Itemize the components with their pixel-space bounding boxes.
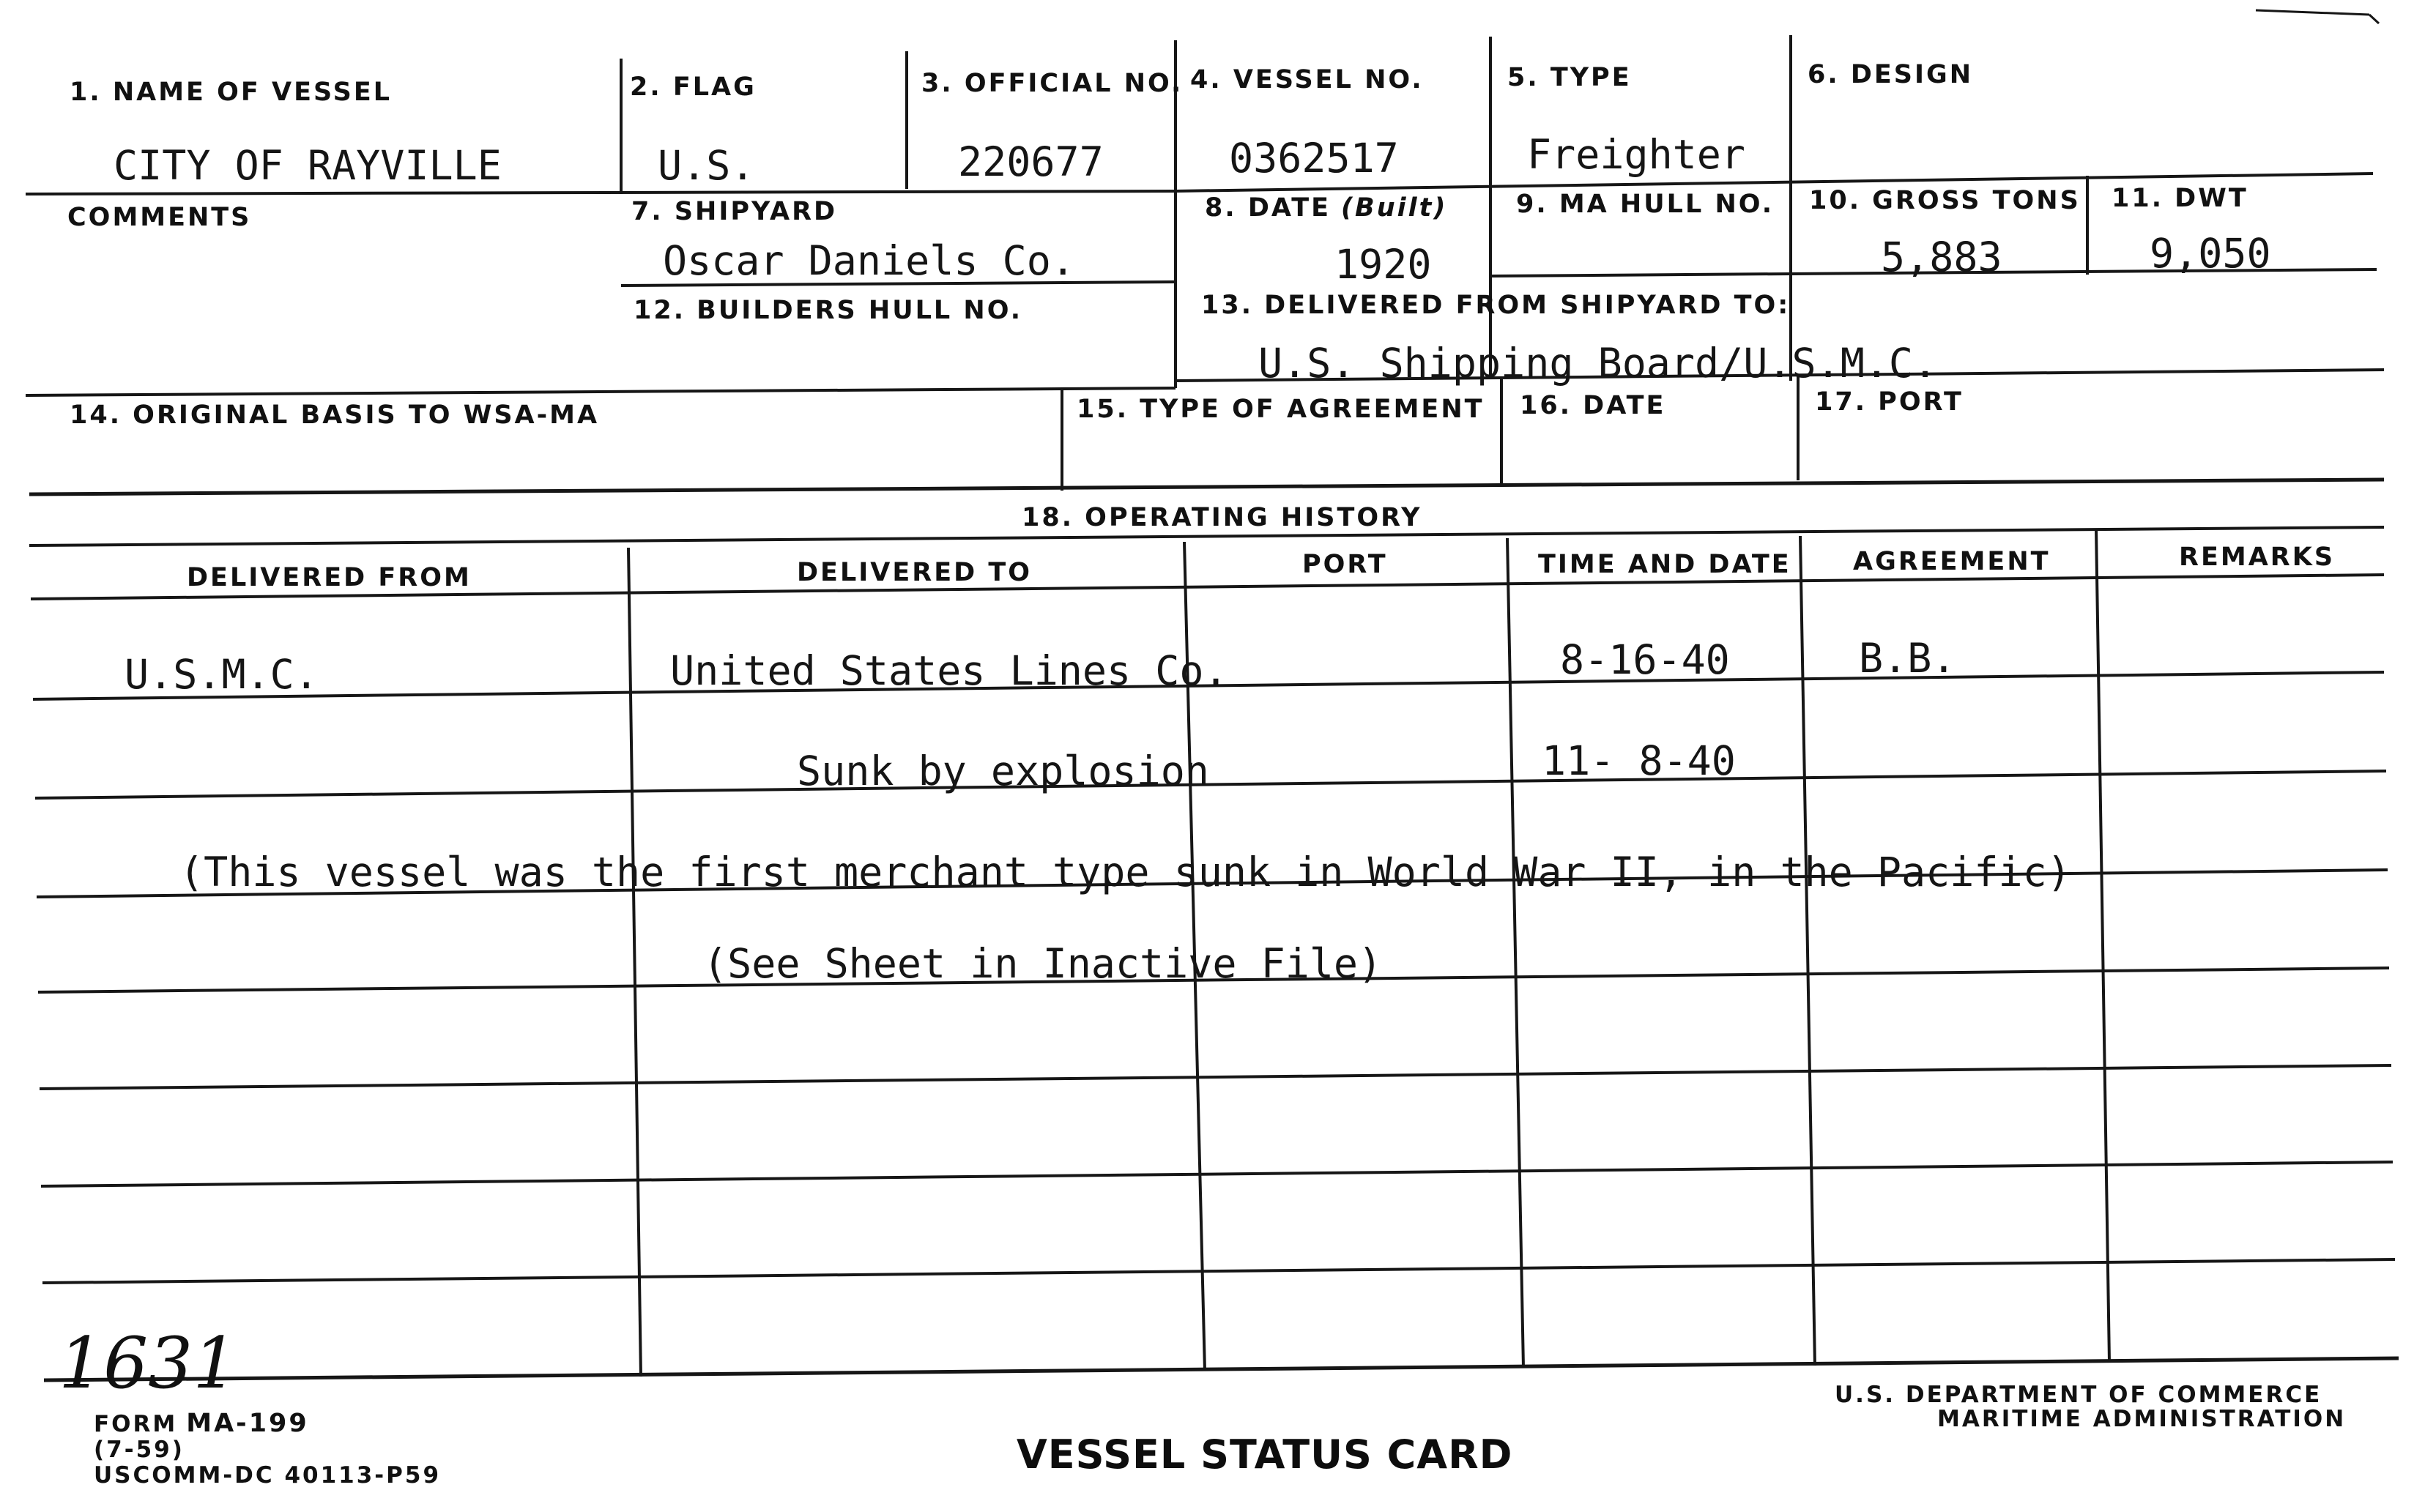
column-header-remarks: REMARKS: [2179, 543, 2336, 572]
port-17-label: 17. PORT: [1815, 387, 1964, 417]
official-number-value: 220677: [958, 138, 1104, 185]
form-prefix: FORM: [94, 1411, 178, 1437]
administration-name: MARITIME ADMINISTRATION: [1937, 1406, 2347, 1432]
gross-tons-value: 5,883: [1881, 234, 2002, 280]
dwt-value: 9,050: [2150, 230, 2271, 277]
date-built-value: 1920: [1334, 241, 1432, 288]
comments-label: COMMENTS: [67, 203, 252, 232]
gross-tons-label: 10. GROSS TONS: [1809, 186, 2081, 215]
form-number: [94, 1409, 309, 1438]
official-number-label: 3. OFFICIAL NO.: [921, 69, 1184, 98]
history-row1-agreement: B.B.: [1859, 635, 1956, 682]
history-row2-delivered-to: Sunk by explosion: [797, 748, 1209, 794]
column-header-port: PORT: [1302, 550, 1388, 579]
card-title: VESSEL STATUS CARD: [1017, 1431, 1513, 1478]
form-number-value: MA-199: [186, 1409, 309, 1438]
vessel-number-value: 0362517: [1229, 135, 1399, 182]
builders-hull-number-label: 12. BUILDERS HULL NO.: [634, 296, 1022, 325]
name-of-vessel-label: 1. NAME OF VESSEL: [70, 78, 393, 107]
ma-hull-number-label: 9. MA HULL NO.: [1516, 190, 1775, 219]
history-note-first-merchant-sunk: (This vessel was the first merchant type sunk in World War II, in the Pacific): [179, 849, 2071, 895]
flag-value: U.S.: [658, 142, 755, 189]
column-header-time-and-date: TIME AND DATE: [1538, 550, 1791, 579]
column-header-delivered-from: DELIVERED FROM: [187, 563, 472, 592]
date-built-label: [1205, 193, 1447, 223]
date-label-suffix: (Built): [1341, 193, 1448, 223]
printer-code: USCOMM-DC 40113-P59: [94, 1462, 442, 1489]
type-value: Freighter: [1527, 131, 1746, 178]
form-date: (7-59): [94, 1437, 185, 1463]
history-row1-delivered-from: U.S.M.C.: [125, 651, 319, 698]
column-header-delivered-to: DELIVERED TO: [797, 558, 1033, 587]
flag-label: 2. FLAG: [630, 72, 757, 102]
type-label: 5. TYPE: [1507, 63, 1632, 92]
type-of-agreement-label: 15. TYPE OF AGREEMENT: [1077, 395, 1485, 424]
original-basis-label: 14. ORIGINAL BASIS TO WSA-MA: [70, 401, 600, 430]
shipyard-value: Oscar Daniels Co.: [663, 237, 1075, 284]
history-row2-date: 11- 8-40: [1542, 737, 1736, 784]
shipyard-label: 7. SHIPYARD: [631, 197, 838, 226]
delivered-from-shipyard-value: U.S. Shipping Board/U.S.M.C.: [1258, 340, 1938, 387]
history-row1-delivered-to: United States Lines Co.: [670, 647, 1228, 694]
department-name: U.S. DEPARTMENT OF COMMERCE: [1835, 1382, 2322, 1408]
vessel-number-label: 4. VESSEL NO.: [1190, 65, 1424, 94]
date-label-text: 8. DATE: [1205, 193, 1332, 223]
handwritten-card-number: 1631: [59, 1322, 238, 1404]
column-header-agreement: AGREEMENT: [1853, 547, 2051, 576]
history-note-see-sheet: (See Sheet in Inactive File): [703, 940, 1383, 987]
delivered-from-shipyard-label: 13. DELIVERED FROM SHIPYARD TO:: [1201, 291, 1791, 320]
history-row1-date: 8-16-40: [1560, 636, 1730, 683]
design-label: 6. DESIGN: [1808, 60, 1974, 89]
operating-history-title: 18. OPERATING HISTORY: [1022, 503, 1422, 532]
name-of-vessel-value: CITY OF RAYVILLE: [114, 142, 502, 189]
date-16-label: 16. DATE: [1520, 391, 1666, 420]
dwt-label: 11. DWT: [2112, 184, 2248, 213]
